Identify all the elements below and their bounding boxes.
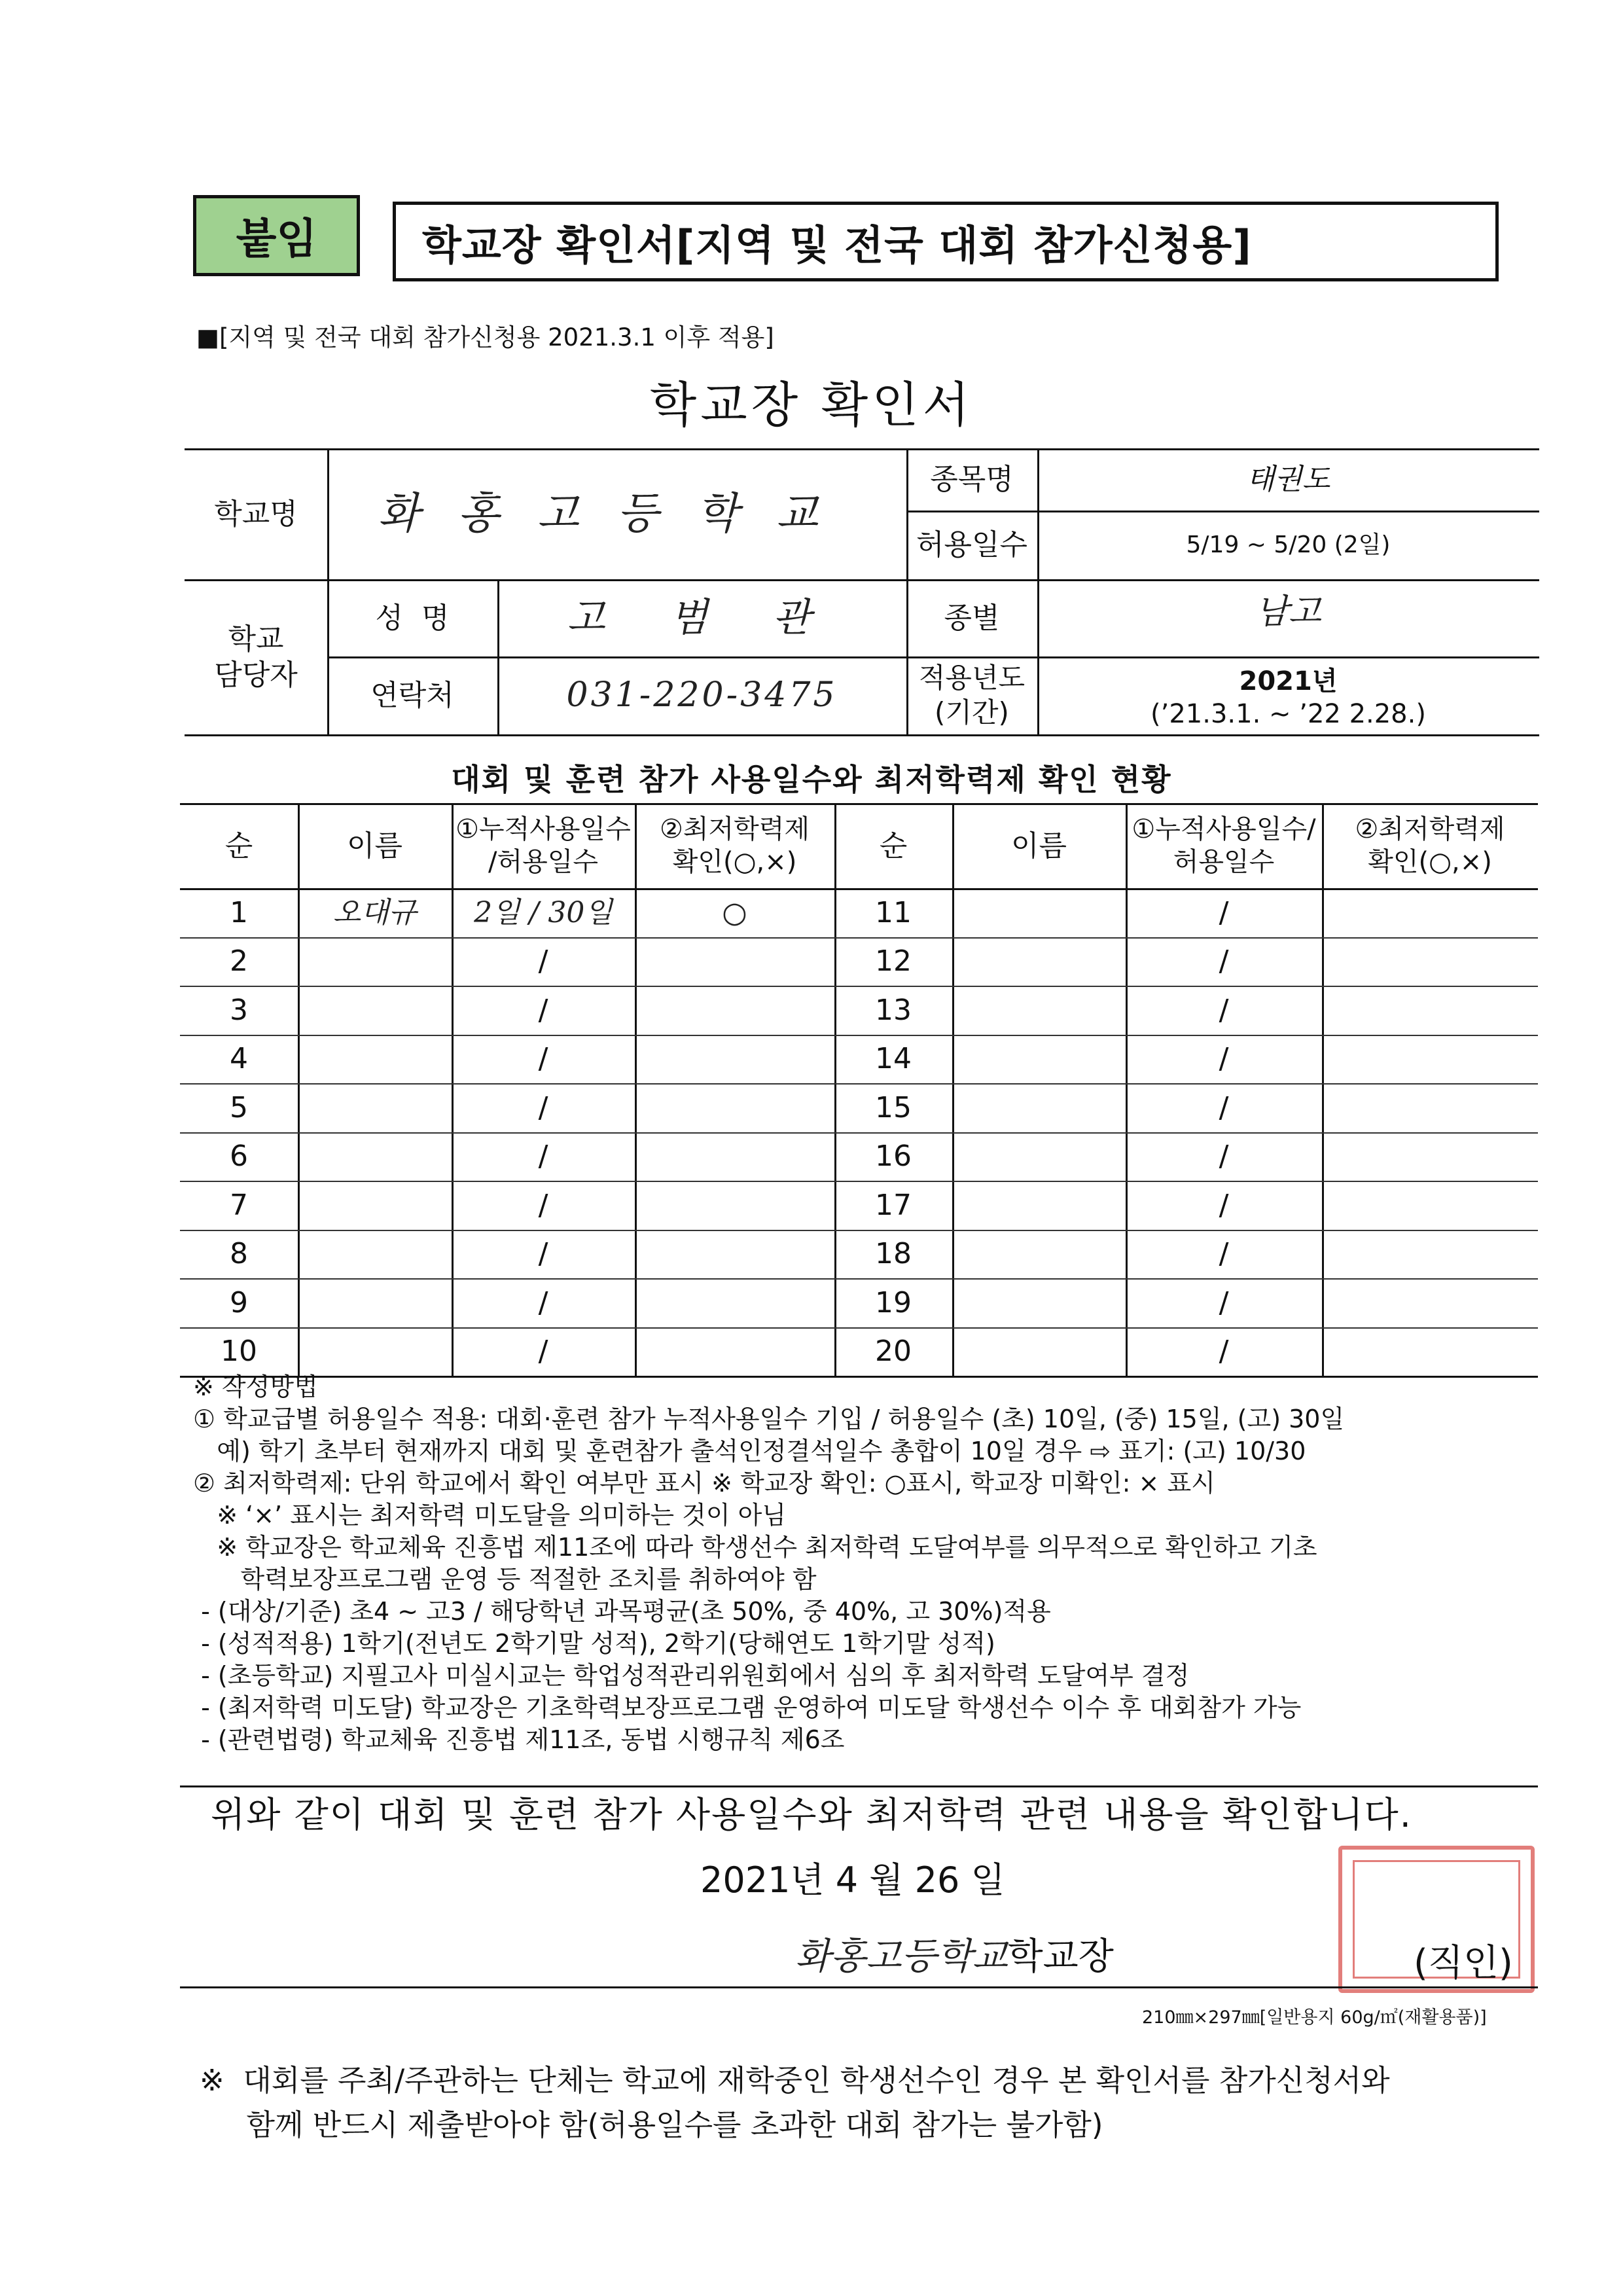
left-row-1-name: 오대규 (332, 895, 417, 929)
right-row-20-name (952, 1327, 1126, 1376)
left-row-9-name (298, 1278, 452, 1327)
header-min-right: ②최저학력제 확인(○,×) (1355, 814, 1505, 877)
footer-line: ※ 대회를 주최/주관하는 단체는 학교에 재학중인 학생선수인 경우 본 확인서를 참가신청서와 (200, 2063, 1390, 2098)
paper-spec: 210㎜×297㎜[일반용지 60g/㎡(재활용품)] (1142, 2007, 1487, 2028)
instruction-line: ※ 학교장은 학교체육 진흥법 제11조에 따라 학생선수 최저학력 도달여부를 의무적으로 확인하고 기초 (193, 1533, 1317, 1562)
header-no-left: 순 (224, 829, 253, 863)
right-row-14-no: 14 (875, 1042, 912, 1076)
left-row-9-no: 9 (230, 1285, 248, 1319)
name-value: 고 범 관 (567, 594, 837, 641)
right-row-17-no: 17 (875, 1188, 912, 1222)
right-row-14-days: / (1219, 1042, 1229, 1076)
right-row-11-min (1322, 888, 1538, 937)
left-row-3-no: 3 (230, 993, 248, 1027)
school-value: 화홍고등학교 (378, 488, 856, 539)
right-row-14-name (952, 1035, 1126, 1084)
school-label: 학교명 (214, 497, 298, 531)
right-row-13-no: 13 (875, 993, 912, 1027)
right-row-13-min (1322, 986, 1538, 1035)
left-row-8-name (298, 1230, 452, 1279)
seal-label: (직인) (1414, 1942, 1513, 1984)
right-row-15-min (1322, 1083, 1538, 1132)
left-row-9-min (635, 1278, 834, 1327)
left-row-10-days: / (538, 1335, 548, 1369)
left-row-10-min (635, 1327, 834, 1376)
year-label: 적용년도 (기간) (918, 662, 1026, 728)
left-row-4-no: 4 (230, 1042, 248, 1076)
right-row-20-no: 20 (875, 1335, 912, 1369)
left-row-6-days: / (538, 1139, 548, 1174)
left-row-8-min (635, 1230, 834, 1279)
header-name-right: 이름 (1010, 829, 1067, 863)
left-row-2-days: / (538, 944, 548, 978)
contact-value: 031-220-3475 (566, 675, 838, 715)
year-value: 2021년 (1239, 666, 1338, 696)
left-row-7-min (635, 1181, 834, 1230)
left-row-3-min (635, 986, 834, 1035)
right-row-18-min (1322, 1230, 1538, 1279)
left-row-2-min (635, 937, 834, 986)
signature-title: 학교장 (1007, 1935, 1114, 1978)
left-row-4-days: / (538, 1042, 548, 1076)
header-title: 학교장 확인서[지역 및 전국 대회 참가신청용] (422, 221, 1252, 269)
left-row-9-days: / (538, 1285, 548, 1319)
allowed-label: 허용일수 (916, 528, 1027, 562)
right-row-15-name (952, 1083, 1126, 1132)
right-row-13-name (952, 986, 1126, 1035)
left-row-1-days: 2일 / 30일 (474, 895, 613, 929)
right-row-15-days: / (1219, 1090, 1229, 1124)
document-title: 학교장 확인서 (649, 377, 974, 433)
left-row-10-name (298, 1327, 452, 1376)
subheading: ■[지역 및 전국 대회 참가신청용 2021.3.1 이후 적용] (196, 323, 774, 351)
left-row-5-name (298, 1083, 452, 1132)
right-row-16-days: / (1219, 1139, 1229, 1174)
instruction-line: - (최저학력 미도달) 학교장은 기초학력보장프로그램 운영하여 미도달 학생선수 이수 후 대회참가 가능 (193, 1693, 1302, 1722)
right-row-18-name (952, 1230, 1126, 1279)
right-row-19-no: 19 (875, 1285, 912, 1319)
left-row-7-no: 7 (230, 1188, 248, 1222)
event-label: 종목명 (930, 463, 1014, 496)
left-row-2-name (298, 937, 452, 986)
header-days-right: ①누적사용일수/ 허용일수 (1132, 814, 1316, 877)
period-value: (’21.3.1. ~ ’22 2.28.) (1150, 698, 1426, 729)
header-days-left: ①누적사용일수 /허용일수 (455, 814, 631, 877)
instruction-line: 학력보장프로그램 운영 등 적절한 조치를 취하여야 함 (193, 1565, 817, 1594)
instruction-line: - (성적적용) 1학기(전년도 2학기말 성적), 2학기(당해연도 1학기말 성적) (193, 1629, 995, 1658)
header-min-left: ②최저학력제 확인(○,×) (659, 814, 810, 877)
contact-label: 연락처 (370, 679, 454, 712)
right-row-19-days: / (1219, 1285, 1229, 1319)
left-row-6-name (298, 1132, 452, 1181)
type-value: 남고 (1255, 592, 1321, 632)
footer-note (200, 2058, 1508, 2147)
confirmation-text: 위와 같이 대회 및 훈련 참가 사용일수와 최저학력 관련 내용을 확인합니다. (211, 1794, 1412, 1835)
right-row-20-min (1322, 1327, 1538, 1376)
left-row-5-days: / (538, 1090, 548, 1124)
name-label: 성 명 (375, 601, 450, 635)
right-row-12-no: 12 (875, 944, 912, 978)
left-row-3-days: / (538, 993, 548, 1027)
left-row-8-no: 8 (230, 1237, 248, 1271)
left-row-4-min (635, 1035, 834, 1084)
date-text: 2021년 4 월 26 일 (700, 1859, 1005, 1901)
right-row-14-min (1322, 1035, 1538, 1084)
right-row-20-days: / (1219, 1335, 1229, 1369)
right-row-18-days: / (1219, 1237, 1229, 1271)
right-row-15-no: 15 (875, 1090, 912, 1124)
event-value: 태권도 (1246, 463, 1330, 496)
left-row-8-days: / (538, 1237, 548, 1271)
section-title: 대회 및 훈련 참가 사용일수와 최저학력제 확인 현황 (451, 762, 1172, 797)
instruction-line: ※ 작성방법 (193, 1372, 318, 1401)
principal-signature (795, 1928, 1114, 1980)
right-row-19-min (1322, 1278, 1538, 1327)
right-row-18-no: 18 (875, 1237, 912, 1271)
right-row-12-days: / (1219, 944, 1229, 978)
instruction-line: - (초등학교) 지필고사 미실시교는 학업성적관리위원회에서 심의 후 최저학력 도달여부 결정 (193, 1661, 1190, 1690)
left-row-6-min (635, 1132, 834, 1181)
staff-label: 학교 담당자 (214, 622, 298, 692)
left-row-7-name (298, 1181, 452, 1230)
type-label: 종별 (944, 601, 1000, 635)
right-row-17-name (952, 1181, 1126, 1230)
instruction-line: ① 학교급별 허용일수 적용: 대회·훈련 참가 누적사용일수 기입 / 허용일수 (초) 10일, (중) 15일, (고) 30일 (193, 1405, 1345, 1433)
instruction-line: - (관련법령) 학교체육 진흥법 제11조, 동법 시행규칙 제6조 (193, 1725, 845, 1754)
instruction-line: - (대상/기준) 초4 ~ 고3 / 해당학년 과목평균(초 50%, 중 40%, 고 30%)적용 (193, 1597, 1051, 1626)
allowed-value: 5/19 ~ 5/20 (2일) (1186, 531, 1391, 558)
left-row-1-min: ○ (722, 895, 747, 929)
header-title-box (393, 202, 1499, 281)
right-row-19-name (952, 1278, 1126, 1327)
left-row-5-no: 5 (230, 1090, 248, 1124)
instruction-line: 예) 학기 초부터 현재까지 대회 및 훈련참가 출석인정결석일수 총합이 10일 경우 ⇨ 표기: (고) 10/30 (193, 1437, 1306, 1465)
left-row-10-no: 10 (221, 1335, 257, 1369)
left-row-4-name (298, 1035, 452, 1084)
right-row-12-min (1322, 937, 1538, 986)
left-row-6-no: 6 (230, 1139, 248, 1174)
left-row-1-no: 1 (230, 895, 248, 929)
right-row-11-no: 11 (875, 895, 912, 929)
right-row-17-min (1322, 1181, 1538, 1230)
right-row-11-days: / (1219, 895, 1229, 929)
instructions (193, 1371, 1535, 1756)
right-row-11-name (952, 888, 1126, 937)
signature-school: 화홍고등학교 (795, 1935, 1008, 1978)
instruction-line: ② 최저학력제: 단위 학교에서 확인 여부만 표시 ※ 학교장 확인: ○표시, 학교장 미확인: × 표시 (193, 1469, 1215, 1498)
right-row-17-days: / (1219, 1188, 1229, 1222)
instruction-line: ※ ‘×’ 표시는 최저학력 미도달을 의미하는 것이 아님 (193, 1501, 787, 1530)
left-row-3-name (298, 986, 452, 1035)
left-row-7-days: / (538, 1188, 548, 1222)
left-row-5-min (635, 1083, 834, 1132)
left-row-2-no: 2 (230, 944, 248, 978)
right-row-16-no: 16 (875, 1139, 912, 1174)
header-name-left: 이름 (346, 829, 402, 863)
footer-line: 함께 반드시 제출받아야 함(허용일수를 초과한 대회 참가는 불가함) (200, 2108, 1103, 2142)
attachment-badge: 붙임 (193, 195, 360, 276)
header-no-right: 순 (879, 829, 908, 863)
right-row-16-name (952, 1132, 1126, 1181)
right-row-16-min (1322, 1132, 1538, 1181)
right-row-12-name (952, 937, 1126, 986)
right-row-13-days: / (1219, 993, 1229, 1027)
